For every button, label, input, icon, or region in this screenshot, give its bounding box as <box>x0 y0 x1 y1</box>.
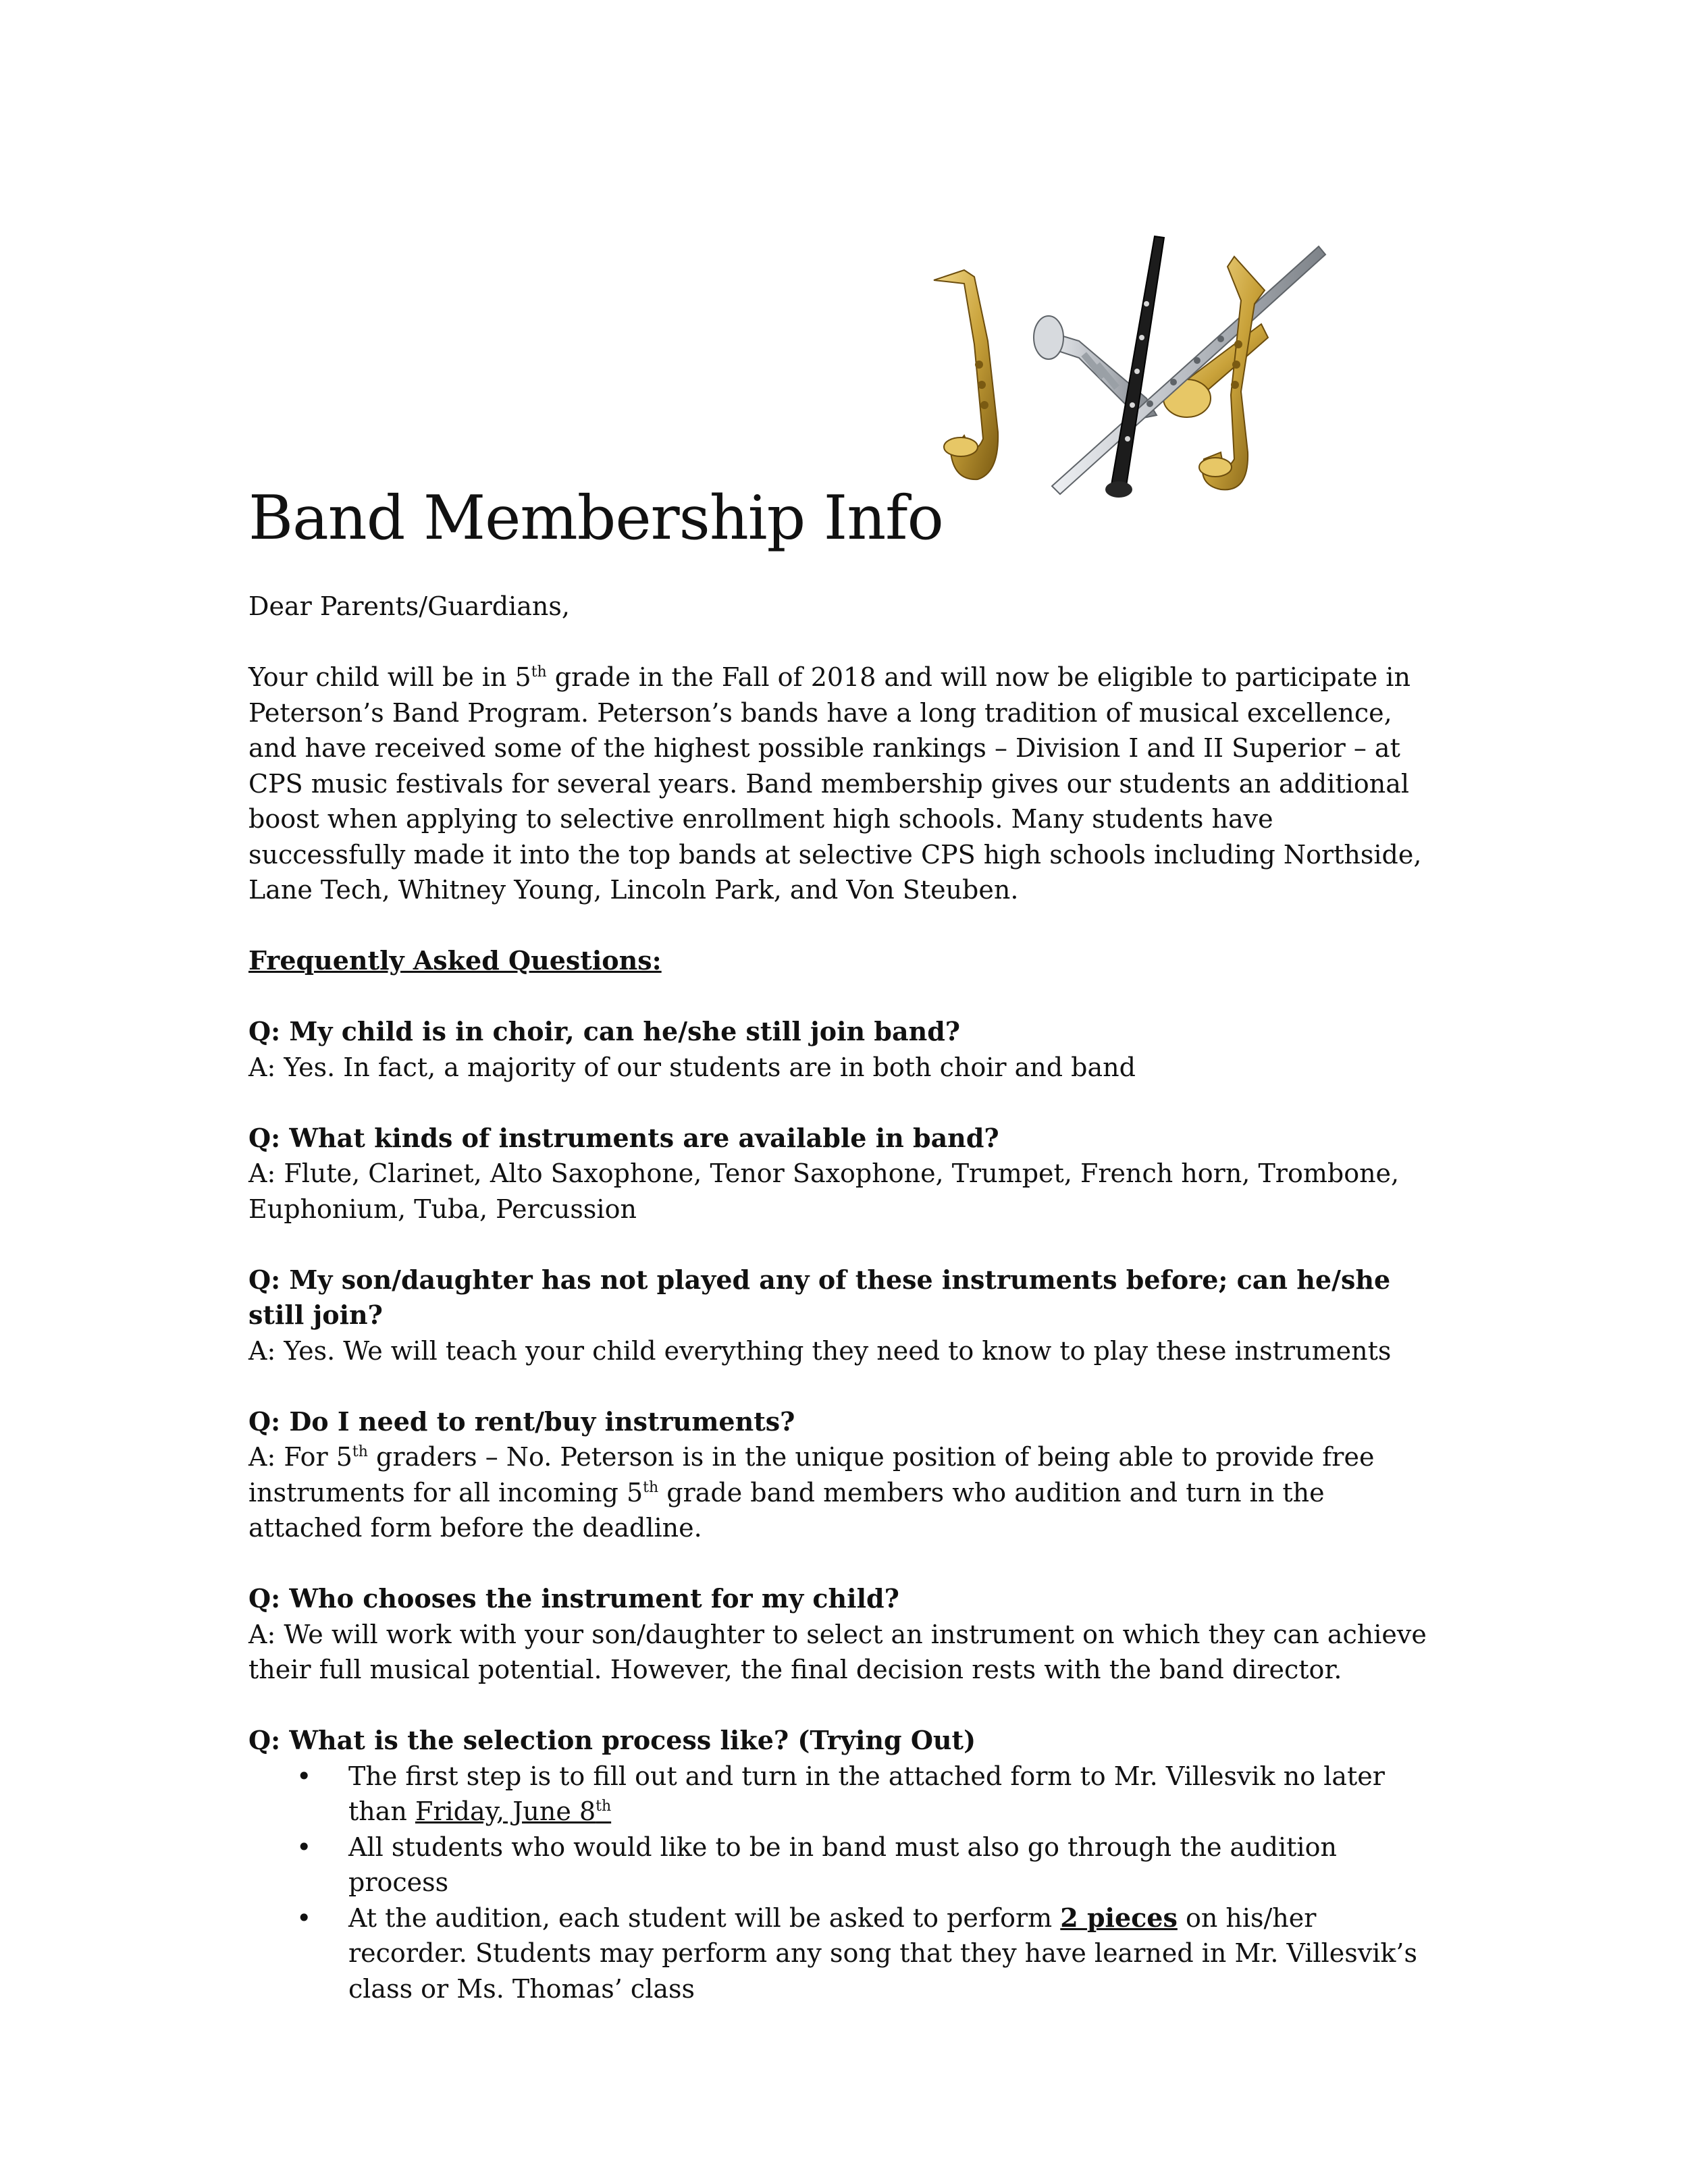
faq-answer: A: For 5th graders – No. Peterson is in the unique position of being able to provide free instruments for all incoming 5th grade band members who audition and turn in the attached form before the deadline. <box>248 1442 1375 1543</box>
faq-answer: A: We will work with your son/daughter to select an instrument on which they can achieve their full musical potential. However, the final decision rests with the band director. <box>248 1619 1427 1684</box>
band-instruments-illustration <box>924 230 1329 513</box>
gold-trumpet-icon <box>1163 324 1268 417</box>
clarinet-icon <box>1105 236 1164 498</box>
intro-paragraph: Your child will be in 5th grade in the Fall of 2018 and will now be eligible to participate in Peterson’s Band Program. Peterson’s bands have a long tradition of musical excellence, and have received some of the highest possible rankings – Division I and II Superior – at CPS music festivals for several years. Band membership gives our students an additional boost when applying to selective enrollment high schools. Many students have successfully made it into the top bands at selective CPS high schools including Northside, Lane Tech, Whitney Young, Lincoln Park, and Von Steuben. <box>248 662 1422 905</box>
faq-heading: Frequently Asked Questions: <box>248 945 662 976</box>
faq-question: Q: My son/daughter has not played any of these instruments before; can he/she still join? <box>248 1264 1391 1330</box>
deadline-date: Friday, June 8th <box>415 1796 612 1826</box>
faq-item <box>248 1262 1437 1369</box>
faq-item <box>248 1404 1437 1546</box>
document-page <box>248 0 1437 2184</box>
faq-item <box>248 1121 1437 1227</box>
faq-answer: A: Yes. We will teach your child everything they need to know to play these instruments <box>248 1335 1392 1366</box>
faq-question: Q: Do I need to rent/buy instruments? <box>248 1406 795 1437</box>
page-title: Band Membership Info <box>248 483 943 554</box>
greeting: Dear Parents/Guardians, <box>248 591 570 621</box>
faq-question: Q: My child is in choir, can he/she still join band? <box>248 1016 961 1046</box>
list-item: • All students who would like to be in band must also go through the audition process <box>348 1830 1437 1900</box>
faq-answer: A: Flute, Clarinet, Alto Saxophone, Tenor Saxophone, Trumpet, French horn, Trombone, Euphonium, Tuba, Percussion <box>248 1158 1400 1224</box>
selection-process-list <box>248 1759 1437 2007</box>
faq-question: Q: What kinds of instruments are available in band? <box>248 1122 999 1153</box>
faq-question: Q: What is the selection process like? (Trying Out) <box>248 1725 976 1755</box>
faq-question: Q: Who chooses the instrument for my child? <box>248 1583 899 1614</box>
faq-item <box>248 1723 1437 2006</box>
list-item: • At the audition, each student will be asked to perform 2 pieces on his/her recorder. Students may perform any song that they have learned in Mr. Villesvik’s class or Ms. Thomas’ class <box>348 1900 1437 2007</box>
letter-body <box>248 589 1437 2006</box>
faq-answer: A: Yes. In fact, a majority of our students are in both choir and band <box>248 1052 1136 1082</box>
faq-item <box>248 1581 1437 1688</box>
alto-saxophone-left-icon <box>934 270 998 479</box>
emphasis-two-pieces: 2 pieces <box>1060 1902 1178 1933</box>
list-item: • The first step is to fill out and turn in the attached form to Mr. Villesvik no later than Friday, June 8th <box>348 1759 1437 1830</box>
faq-item <box>248 1014 1437 1085</box>
